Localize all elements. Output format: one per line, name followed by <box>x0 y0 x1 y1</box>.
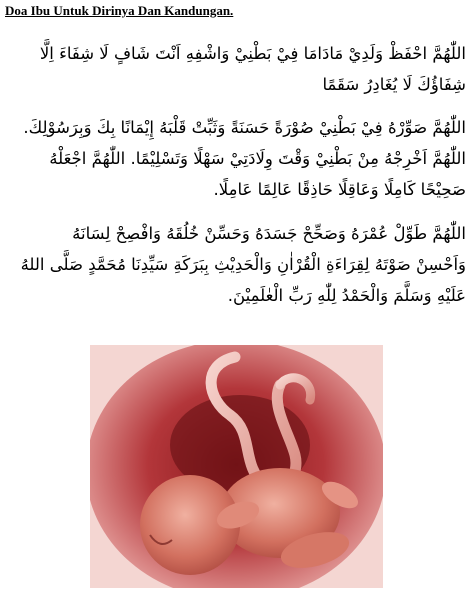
page-title: Doa Ibu Untuk Dirinya Dan Kandungan. <box>5 3 234 18</box>
fetus-in-womb-image <box>90 345 383 588</box>
doa-paragraph-1 <box>6 38 466 100</box>
doa-line: صَحِيْحًا كَامِلًا وَعَاقِلًا حَاذِقًا عَالِمًا عَامِلًا. <box>213 180 466 199</box>
doa-line: اللّٰهُمَّ اَخْرِجْهُ مِنْ بَطْنِيْ وَقْتَ وِلَادَتِيْ سَهْلًا وَتَسْلِيْمًا. اللّٰهُمَّ اجْعَلْهُ <box>49 149 466 168</box>
doa-line: اللّٰهُمَّ احْفَظْ وَلَدِيْ مَادَامَا فِيْ بَطْنِيْ وَاشْفِهِ اَنْتَ شَافٍ لَا شِفَاءَ اِلَّا <box>39 44 466 63</box>
doa-line: اللّٰهُمَّ صَوِّرْهُ فِيْ بَطْنِيْ صُوْرَةً حَسَنَةً وَثَبِّتْ قَلْبَهُ إِيْمَانًا بِكَ وَبِرَسُوْلِكَ. <box>23 118 466 137</box>
doa-line: اللّٰهُمَّ طَوِّلْ عُمْرَهُ وَصَحِّحْ جَسَدَهُ وَحَسِّنْ خُلُقَهُ وَافْصِحْ لِسَانَهُ <box>72 224 466 243</box>
doa-line: شِفَاؤُكَ لَا يُغَادِرُ سَقَمًا <box>322 75 466 94</box>
doa-line: وَاَحْسِنْ صَوْتَهُ لِقِرَاءَةِ الْقُرْاٰنِ وَالْحَدِيْثِ بِبَرَكَةِ سَيِّدِنَا مُحَمَّدٍ صَلَّى اللهُ <box>20 255 466 274</box>
doa-paragraph-2 <box>6 112 466 205</box>
doa-paragraph-3 <box>6 218 466 311</box>
fetus-illustration <box>90 345 383 588</box>
doa-line: عَلَيْهِ وَسَلَّمَ وَالْحَمْدُ لِلّٰهِ رَبِّ الْعٰلَمِيْنَ. <box>227 286 466 305</box>
